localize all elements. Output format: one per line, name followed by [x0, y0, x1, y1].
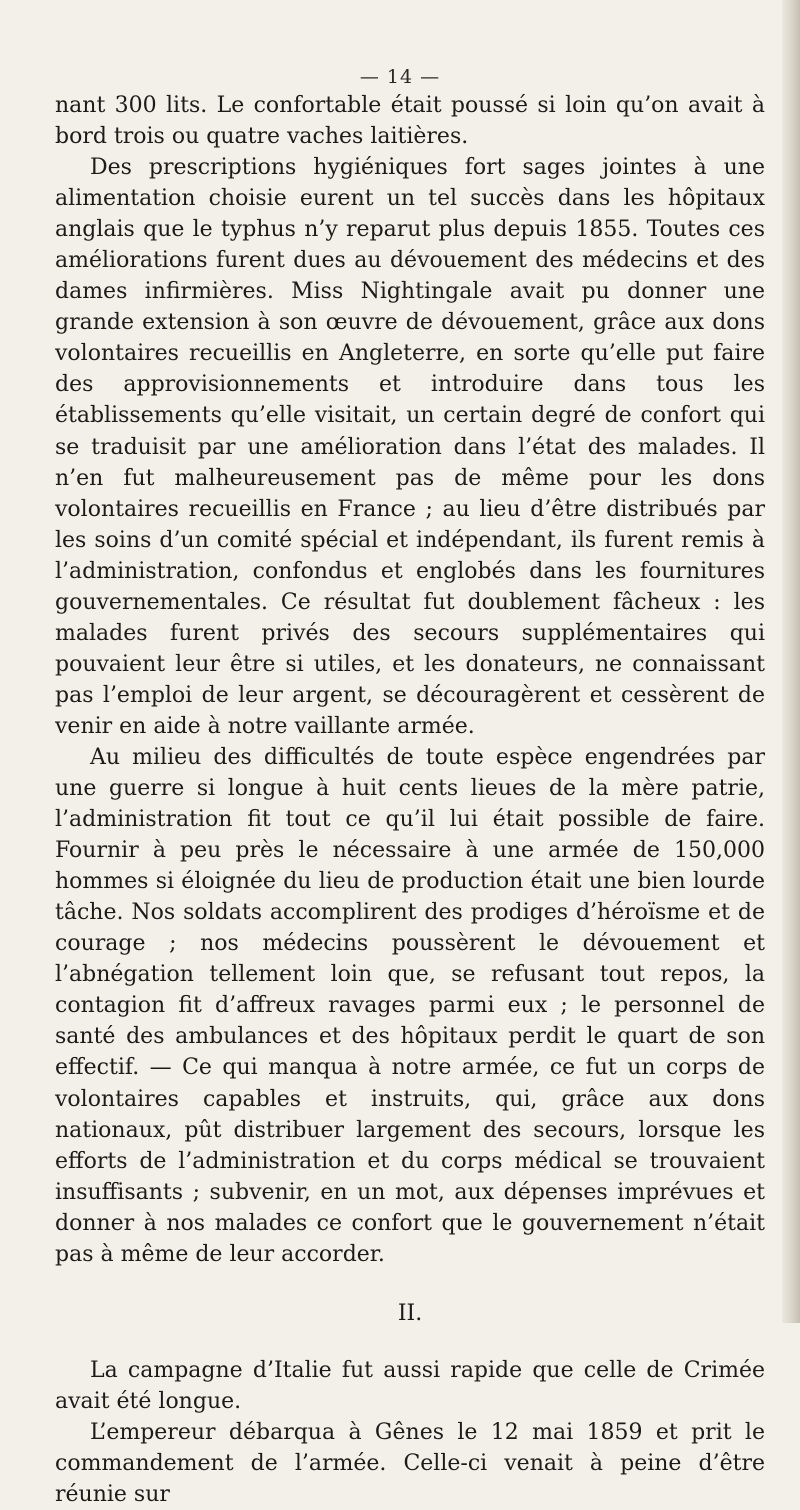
page-number: — 14 — [359, 66, 441, 88]
paragraph-administration: Au milieu des difficultés de toute espèce engendrées par une guerre si longue à huit cents lieues de la mère patrie, l’administration fit tout ce qu’il lui était possible de faire. Fournir à peu près le nécessaire à une armée de 150,000 hommes si éloignée du lieu de production était une bien lourde tâche. Nos soldats accomplirent des prodiges d’héroïsme et de courage ; nos médecins poussèrent le dévouement et l’abnégation tellement loin que, se refusant tout repos, la contagion fit d’affreux ravages parmi eux ; le personnel de santé des ambulances et des hôpitaux perdit le quart de son effectif. — Ce qui manqua à notre armée, ce fut un corps de volontaires capables et instruits, qui, grâce aux dons nationaux, pût distribuer largement des secours, lorsque les efforts de l’administration et du corps médical se trouvaient insuffisants ; subvenir, en un mot, aux dépenses imprévues et donner à nos malades ce confort que le gouvernement n’était pas à même de leur accorder. [55, 744, 765, 1267]
body-text [55, 90, 765, 1510]
paragraph-emperor: L’empereur débarqua à Gênes le 12 mai 1859 et prit le commandement de l’armée. Celle-ci venait à peine d’être réunie sur [55, 1419, 765, 1508]
paragraph-hygiene: Des prescriptions hygiéniques fort sages jointes à une alimentation choisie eurent un tel succès dans les hôpitaux anglais que le typhus n’y reparut plus depuis 1855. Toutes ces améliorations furent dues au dévouement des médecins et des dames infirmières. Miss Nightingale avait pu donner une grande extension à son œuvre de dévouement, grâce aux dons volontaires recueillis en Angleterre, en sorte qu’elle put faire des approvisionnements et introduire dans tous les établissements qu’elle visitait, un certain degré de confort qui se traduisit par une amélioration dans l’état des malades. Il n’en fut malheureusement pas de même pour les dons volontaires recueillis en France ; au lieu d’être distribués par les soins d’un comité spécial et indépendant, ils furent remis à l’administration, confondus et englobés dans les fournitures gouvernementales. Ce résultat fut doublement fâcheux : les malades furent privés des secours supplémentaires qui pouvaient leur être si utiles, et les donateurs, ne connaissant pas l’emploi de leur argent, se découragèrent et cessèrent de venir en aide à notre vaillante armée. [55, 155, 765, 739]
paragraph-italy-campaign: La campagne d’Italie fut aussi rapide que celle de Crimée avait été longue. [55, 1357, 765, 1414]
paragraph-continuation: nant 300 lits. Le confortable était poussé si loin qu’on avait à bord trois ou quatre vaches laitières. [55, 93, 765, 150]
page-edge [782, 0, 800, 1323]
section-heading: II. [397, 1300, 423, 1326]
